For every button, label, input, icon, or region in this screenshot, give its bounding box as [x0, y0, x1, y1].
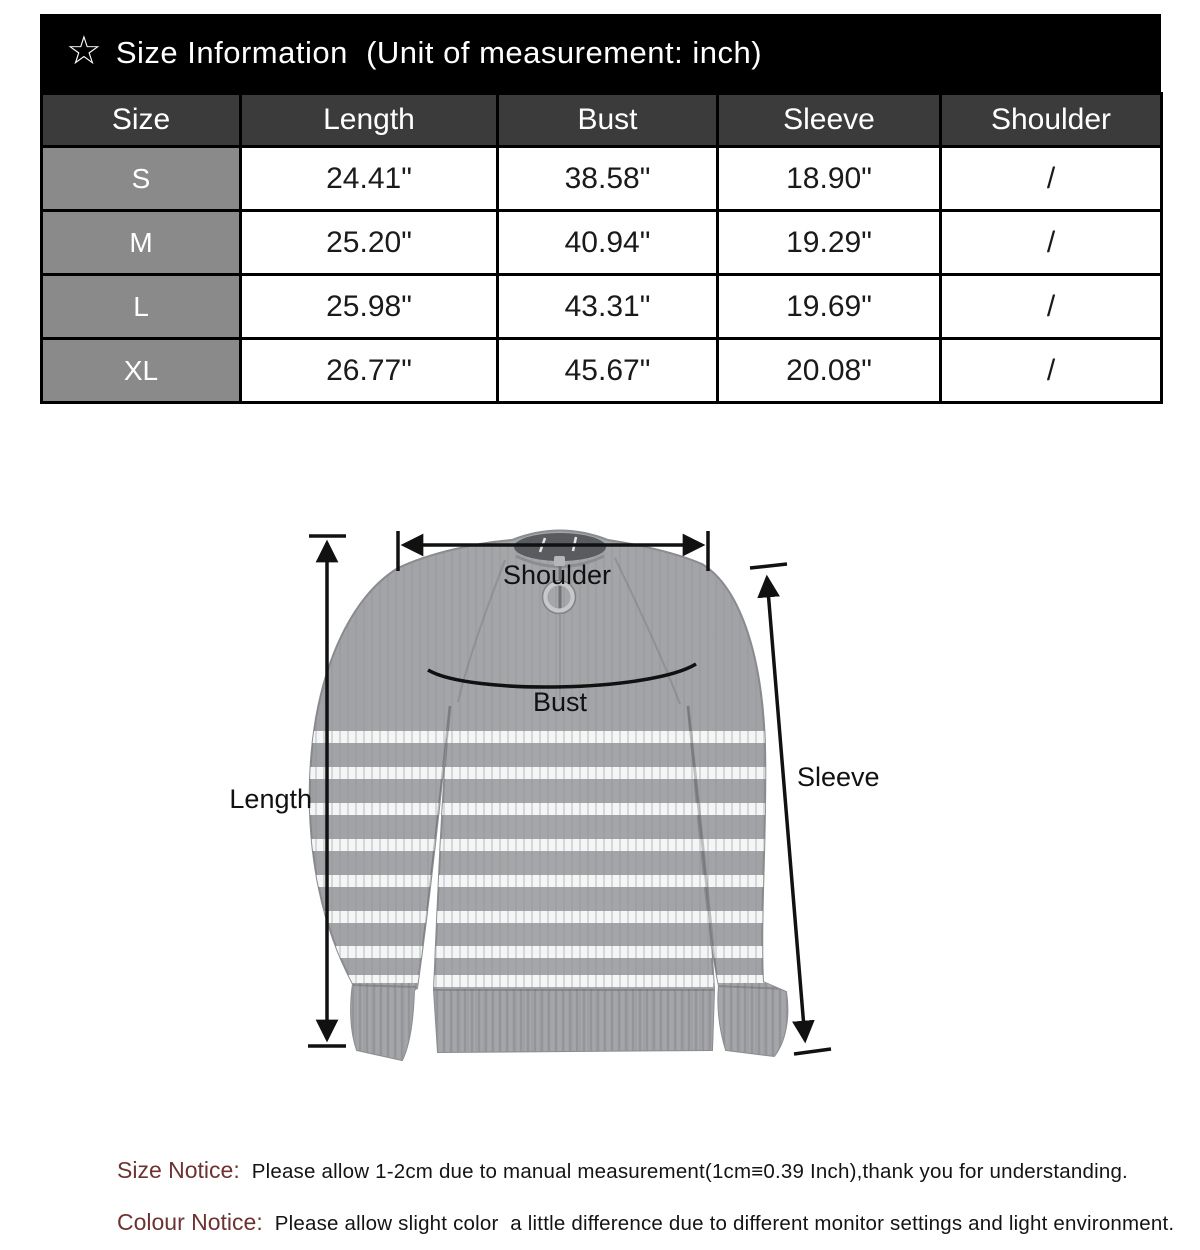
cell-shoulder: / [941, 211, 1162, 275]
cell-sleeve: 18.90" [718, 147, 941, 211]
row-header-size: S [42, 147, 241, 211]
shoulder-label: Shoulder [502, 560, 612, 590]
colour-notice-text: Please allow slight color a little difference due to different monitor settings and light environment. [274, 1212, 1175, 1235]
cell-length: 26.77" [241, 339, 498, 403]
row-header-size: XL [42, 339, 241, 403]
cell-length: 25.20" [241, 211, 498, 275]
size-notice-text: Please allow 1-2cm due to manual measurement(1cm≡0.39 Inch),thank you for understanding. [251, 1160, 1128, 1183]
cell-sleeve: 19.29" [718, 211, 941, 275]
colour-notice [117, 1209, 1174, 1236]
star-icon: ☆ [66, 29, 102, 73]
cell-sleeve: 20.08" [718, 339, 941, 403]
cell-length: 25.98" [241, 275, 498, 339]
size-notice [117, 1157, 1128, 1184]
cell-bust: 40.94" [498, 211, 718, 275]
col-header-bust: Bust [498, 94, 718, 147]
col-header-size: Size [42, 94, 241, 147]
cell-shoulder: / [941, 275, 1162, 339]
row-header-size: M [42, 211, 241, 275]
cell-bust: 43.31" [498, 275, 718, 339]
col-header-length: Length [241, 94, 498, 147]
cell-sleeve: 19.69" [718, 275, 941, 339]
colour-notice-label: Colour Notice: [117, 1209, 263, 1235]
cell-shoulder: / [941, 147, 1162, 211]
sweater-graphic [275, 515, 805, 1075]
cell-bust: 45.67" [498, 339, 718, 403]
bust-label: Bust [532, 687, 588, 717]
cell-length: 24.41" [241, 147, 498, 211]
row-header-size: L [42, 275, 241, 339]
cell-bust: 38.58" [498, 147, 718, 211]
col-header-sleeve: Sleeve [718, 94, 941, 147]
page-title: Size Information (Unit of measurement: inch) [115, 35, 763, 70]
cell-shoulder: / [941, 339, 1162, 403]
length-label: Length [229, 784, 312, 814]
sleeve-label: Sleeve [797, 762, 880, 792]
col-header-shoulder: Shoulder [941, 94, 1162, 147]
size-notice-label: Size Notice: [117, 1157, 240, 1183]
